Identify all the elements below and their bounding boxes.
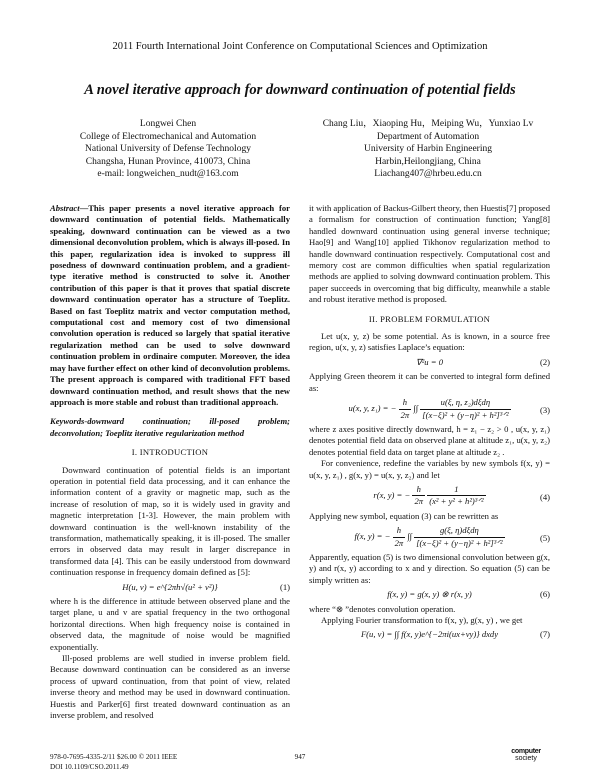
- problem-paragraph-7: where “⊗ ”denotes convolution operation.: [309, 603, 456, 614]
- author-address: Harbin,Heilongjiang, China: [375, 156, 481, 167]
- author-affiliation: College of Electromechanical and Automation: [79, 131, 257, 142]
- intro-paragraph-3: Ill-posed problems are well studied in inverse problem field. Because downward continuation can be considered as an inverse process of upward continuation, from that point of view, related inverse theory and method may be used in downward continuation. Huestis and Parker[6] first treated downward continuation as an inverse problem, and resolved: [50, 653, 290, 721]
- equation-3: u(x, y, z₁) = − $\frac{h}{2\pi}$ ∫∫ $\frac{\text{u(ξ, η, z₂)dξdη}}{\text{[(x−ξ)² + (y−η)² + h²]³ᐟ²}}$ (3): [348, 397, 550, 420]
- author-affiliation: National University of Defense Technology: [85, 144, 251, 154]
- abstract-label: Abstract: [50, 203, 80, 213]
- problem-paragraph-5: Applying new symbol, equation (3) can be rewritten as: [309, 510, 499, 521]
- author-email: e-mail: longweichen_nudt@163.com: [97, 169, 239, 179]
- right-column: [309, 203, 550, 644]
- problem-paragraph-1: Let u(x, y, z) be some potential. As is known, in a source free region, u(x, y, z) satisfies Laplace’s equation:: [309, 331, 550, 353]
- abstract-text: —This paper presents a novel iterative approach for downward continuation of potential fields. Mathematically speaking, downward continuation can be viewed as a two dimensional deconvolution problem, which is always ill-posed. In this paper, regularization idea is invoked to suppress ill posedness of downward continuation problem, and a gradient-type iterative method is constructed to solve it. Another contribution of this paper is that it proves that spatial discrete downward continuation operator has a structure of Toeplitz. Based on fast Toeplitz matrix and vector computation method, computational cost and memory cost of two dimensional convolution operation is reduced so largely that spatial iterative regularization method can be used to solve downward continuation problem in ordinaire computer. Moreover, the idea may have further effect on other kind of deconvolution problems. The present approach is compared with traditional FFT based downward continuation method, and result shows that the new approach is more stable and robust than traditional approach.: [50, 203, 290, 407]
- author-email: Liachang407@hrbeu.edu.cn: [374, 169, 482, 179]
- computer-society-logo: computer society: [511, 748, 541, 762]
- author-block-left: [48, 118, 288, 181]
- conference-header: 2011 Fourth International Joint Conference on Computational Sciences and Optimization: [112, 41, 488, 52]
- author-name: Chang Liu，Xiaoping Hu，Meiping Wu，Yunxiao Lv: [322, 119, 534, 129]
- problem-paragraph-4: For convenience, redefine the variables by new symbols f(x, y) = u(x, y, z₁) , g(x, y) = u(x, y, z₂) and let: [309, 458, 550, 480]
- author-address: Changsha, Hunan Province, 410073, China: [85, 156, 251, 167]
- problem-paragraph-8: Applying Fourier transformation to f(x, y), g(x, y) , we get: [321, 615, 523, 625]
- equation-4: r(x, y) = − $\frac{h}{2\pi}$ $\frac{1}{\text{(x² + y² + h²)³ᐟ²}}$ (4): [373, 483, 550, 507]
- keywords: Keywords-downward continuation; ill-posed problem; deconvolution; Toeplitz iterative regularization method: [50, 416, 290, 438]
- intro-paragraph-4: it with application of Backus-Gilbert theory, then Huestis[7] proposed a formalism for construction of continuation function; Yang[8] handled downward continuation using general inverse technique; Hao[9] and Wang[10] applied Tikhonov regularization method to handle downward continuation respectively. Computational cost and memory cost are common difficulties when spatial regularization methods are applied to solving downward continuation problem. This paper succeeds in overcoming that big difficulty, meanwhile a stable and robust iterative method is proposed.: [309, 203, 550, 305]
- author-block-right: [308, 118, 548, 181]
- author-name: Longwei Chen: [139, 119, 197, 129]
- section-heading-introduction: I. INTRODUCTION: [131, 447, 209, 458]
- equation-7: F(u, v) = ∫∫ f(x, y)e^{−2πi(ux+vy)} dxdy (7): [360, 629, 550, 640]
- abstract: [50, 203, 290, 408]
- problem-paragraph-2: Applying Green theorem it can be converted to integral form defined as:: [309, 371, 550, 393]
- author-affiliation: Department of Automation: [376, 131, 480, 142]
- equation-2: ∇²u = 0 (2): [415, 356, 550, 367]
- problem-paragraph-6: Apparently, equation (5) is two dimensional convolution between g(x, y) and r(x, y) according to x and y direction. So equation (5) can be simply written as:: [309, 551, 550, 585]
- section-heading-problem: II. PROBLEM FORMULATION: [368, 313, 491, 324]
- intro-paragraph-2: where h is the difference in attitude between observed plane and the target plane, u and v are spatial frequency in the two orthogonal horizontal directions. When high frequency noise is contained in observed data, the magnitude of noise would be magnified exponentially.: [50, 596, 290, 652]
- page-number: 947: [294, 753, 306, 761]
- left-column: [50, 203, 290, 721]
- author-affiliation: University of Harbin Engineering: [364, 144, 492, 154]
- equation-1: H(u, v) = e^{2πh√(u² + v²)} (1): [122, 581, 290, 592]
- equation-6: f(x, y) = g(x, y) ⊗ r(x, y) (6): [387, 589, 550, 600]
- intro-paragraph-1: Downward continuation of potential fields is an important operation in potential field data processing, and it can enhance the information content of a gravity or magnetic map, such as the increase of resolution of map, so it is widely used in gravity and magnetic interpretation [1-3]. However, the main problem with downward continuation is the well-known instability of the transformation, mathematically speaking, it is ill-posed. The smaller errors in observed data may result in larger discrepance in transformed data [4]. This can be easily understood from downward continuation response in frequency domain defined as [5]:: [50, 464, 290, 578]
- paper-title: A novel iterative approach for downward continuation of potential fields: [84, 82, 516, 98]
- footer-isbn: 978-0-7695-4335-2/11 $26.00 © 2011 IEEE DOI 10.1109/CSO.2011.49: [50, 753, 178, 771]
- problem-paragraph-3: where z axes positive directly downward, h = z₁ − z₂ > 0 , u(x, y, z₁) denotes potential field data on observed plane at altitude z₁, u(x, y, z₂) denotes potential field data on target plane at altitude z₂ .: [309, 423, 550, 457]
- equation-5: f(x, y) = − $\frac{h}{2\pi}$ ∫∫ $\frac{\text{g(ξ, η)dξdη}}{\text{[(x−ξ)² + (y−η)² + h²]³ᐟ²}}$ (5): [354, 525, 550, 548]
